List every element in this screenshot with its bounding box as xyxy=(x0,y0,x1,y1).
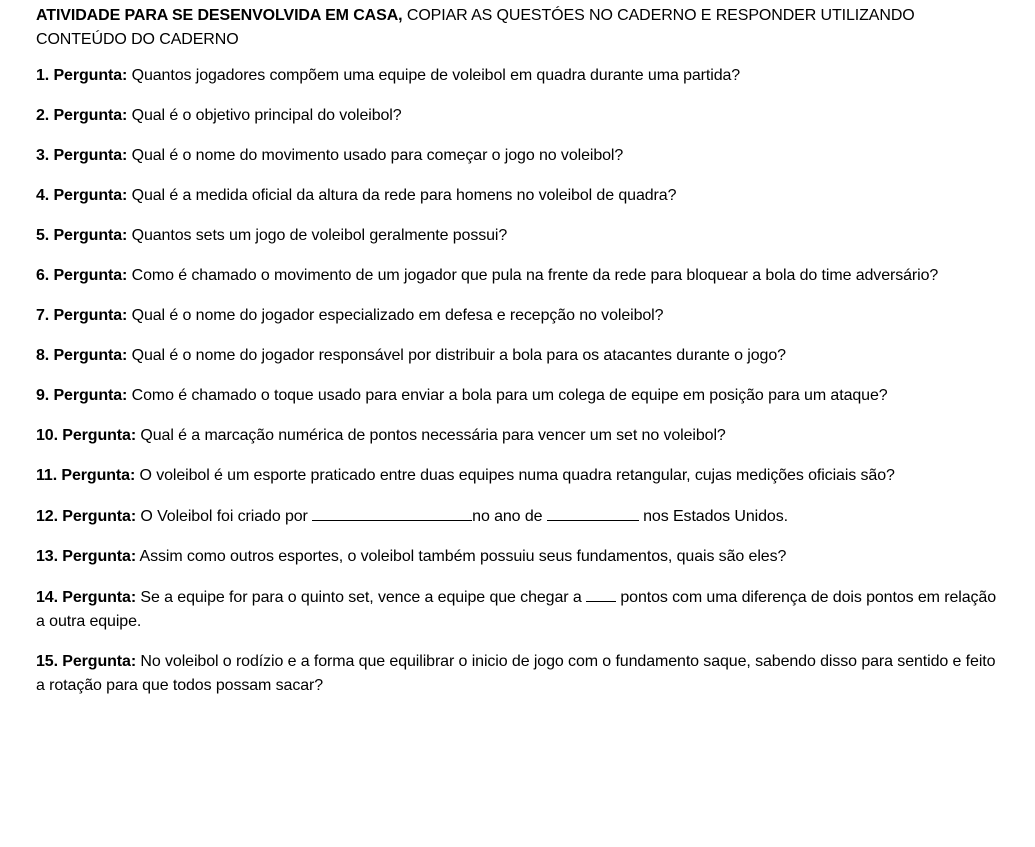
question-15 xyxy=(36,650,996,698)
question-text: Qual é o objetivo principal do voleibol? xyxy=(127,107,402,124)
question-label: 15. Pergunta: xyxy=(36,653,137,670)
header-bold: ATIVIDADE PARA SE DESENVOLVIDA EM CASA, xyxy=(36,7,403,24)
question-label: 10. Pergunta: xyxy=(36,427,137,444)
question-text: Como é chamado o movimento de um jogador que pula na frente da rede para bloquear a bola do time adversário? xyxy=(127,267,939,284)
question-label: 9. Pergunta: xyxy=(36,387,128,404)
question-text: Quantos sets um jogo de voleibol geralmente possui? xyxy=(127,227,508,244)
question-4 xyxy=(36,184,996,208)
question-6 xyxy=(36,264,996,288)
question-label: 1. Pergunta: xyxy=(36,67,128,84)
question-14 xyxy=(36,585,996,634)
question-label: 11. Pergunta: xyxy=(36,467,136,484)
question-text: No voleibol o rodízio e a forma que equilibrar o inicio de jogo com o fundamento saque, sabendo disso para sentido e feito a rotação para que todos possam sacar? xyxy=(36,653,996,694)
question-7 xyxy=(36,304,996,328)
activity-header xyxy=(36,4,996,52)
question-text: Qual é a marcação numérica de pontos necessária para vencer um set no voleibol? xyxy=(136,427,726,444)
question-label: 6. Pergunta: xyxy=(36,267,128,284)
question-label: 12. Pergunta: xyxy=(36,508,137,525)
question-label: 4. Pergunta: xyxy=(36,187,128,204)
question-label: 5. Pergunta: xyxy=(36,227,128,244)
answer-blank-creator xyxy=(312,504,472,521)
answer-blank-year xyxy=(547,504,639,521)
question-label: 3. Pergunta: xyxy=(36,147,128,164)
question-text: Assim como outros esportes, o voleibol também possuiu seus fundamentos, quais são eles? xyxy=(136,548,787,565)
question-11 xyxy=(36,464,996,488)
question-text: O Voleibol foi criado por xyxy=(136,508,313,525)
question-label: 13. Pergunta: xyxy=(36,548,137,565)
question-13 xyxy=(36,545,996,569)
question-text: O voleibol é um esporte praticado entre duas equipes numa quadra retangular, cujas medições oficiais são? xyxy=(135,467,895,484)
question-text: Como é chamado o toque usado para enviar a bola para um colega de equipe em posição para um ataque? xyxy=(127,387,888,404)
question-text: Se a equipe for para o quinto set, vence a equipe que chegar a xyxy=(136,589,586,606)
question-text: Qual é a medida oficial da altura da rede para homens no voleibol de quadra? xyxy=(127,187,677,204)
question-2 xyxy=(36,104,996,128)
question-1 xyxy=(36,64,996,88)
header-instructions: COPIAR AS QUESTÓES NO CADERNO E RESPONDER UTILIZANDO CONTEÚDO DO CADERNO xyxy=(36,7,915,48)
question-text: Qual é o nome do jogador especializado em defesa e recepção no voleibol? xyxy=(127,307,664,324)
document-page xyxy=(36,4,996,714)
question-3 xyxy=(36,144,996,168)
question-label: 8. Pergunta: xyxy=(36,347,128,364)
question-text: Qual é o nome do jogador responsável por distribuir a bola para os atacantes durante o jogo? xyxy=(127,347,786,364)
question-8 xyxy=(36,344,996,368)
question-text: Qual é o nome do movimento usado para começar o jogo no voleibol? xyxy=(127,147,624,164)
question-5 xyxy=(36,224,996,248)
question-label: 14. Pergunta: xyxy=(36,589,137,606)
question-label: 7. Pergunta: xyxy=(36,307,128,324)
question-label: 2. Pergunta: xyxy=(36,107,128,124)
question-12 xyxy=(36,504,996,529)
question-text: pontos com uma diferença de dois pontos em relação a outra equipe. xyxy=(36,589,997,630)
answer-blank-points xyxy=(586,585,616,602)
question-text: nos Estados Unidos. xyxy=(638,508,788,525)
question-9 xyxy=(36,384,996,408)
question-10 xyxy=(36,424,996,448)
question-text: no ano de xyxy=(472,508,547,525)
question-text: Quantos jogadores compõem uma equipe de voleibol em quadra durante uma partida? xyxy=(127,67,741,84)
